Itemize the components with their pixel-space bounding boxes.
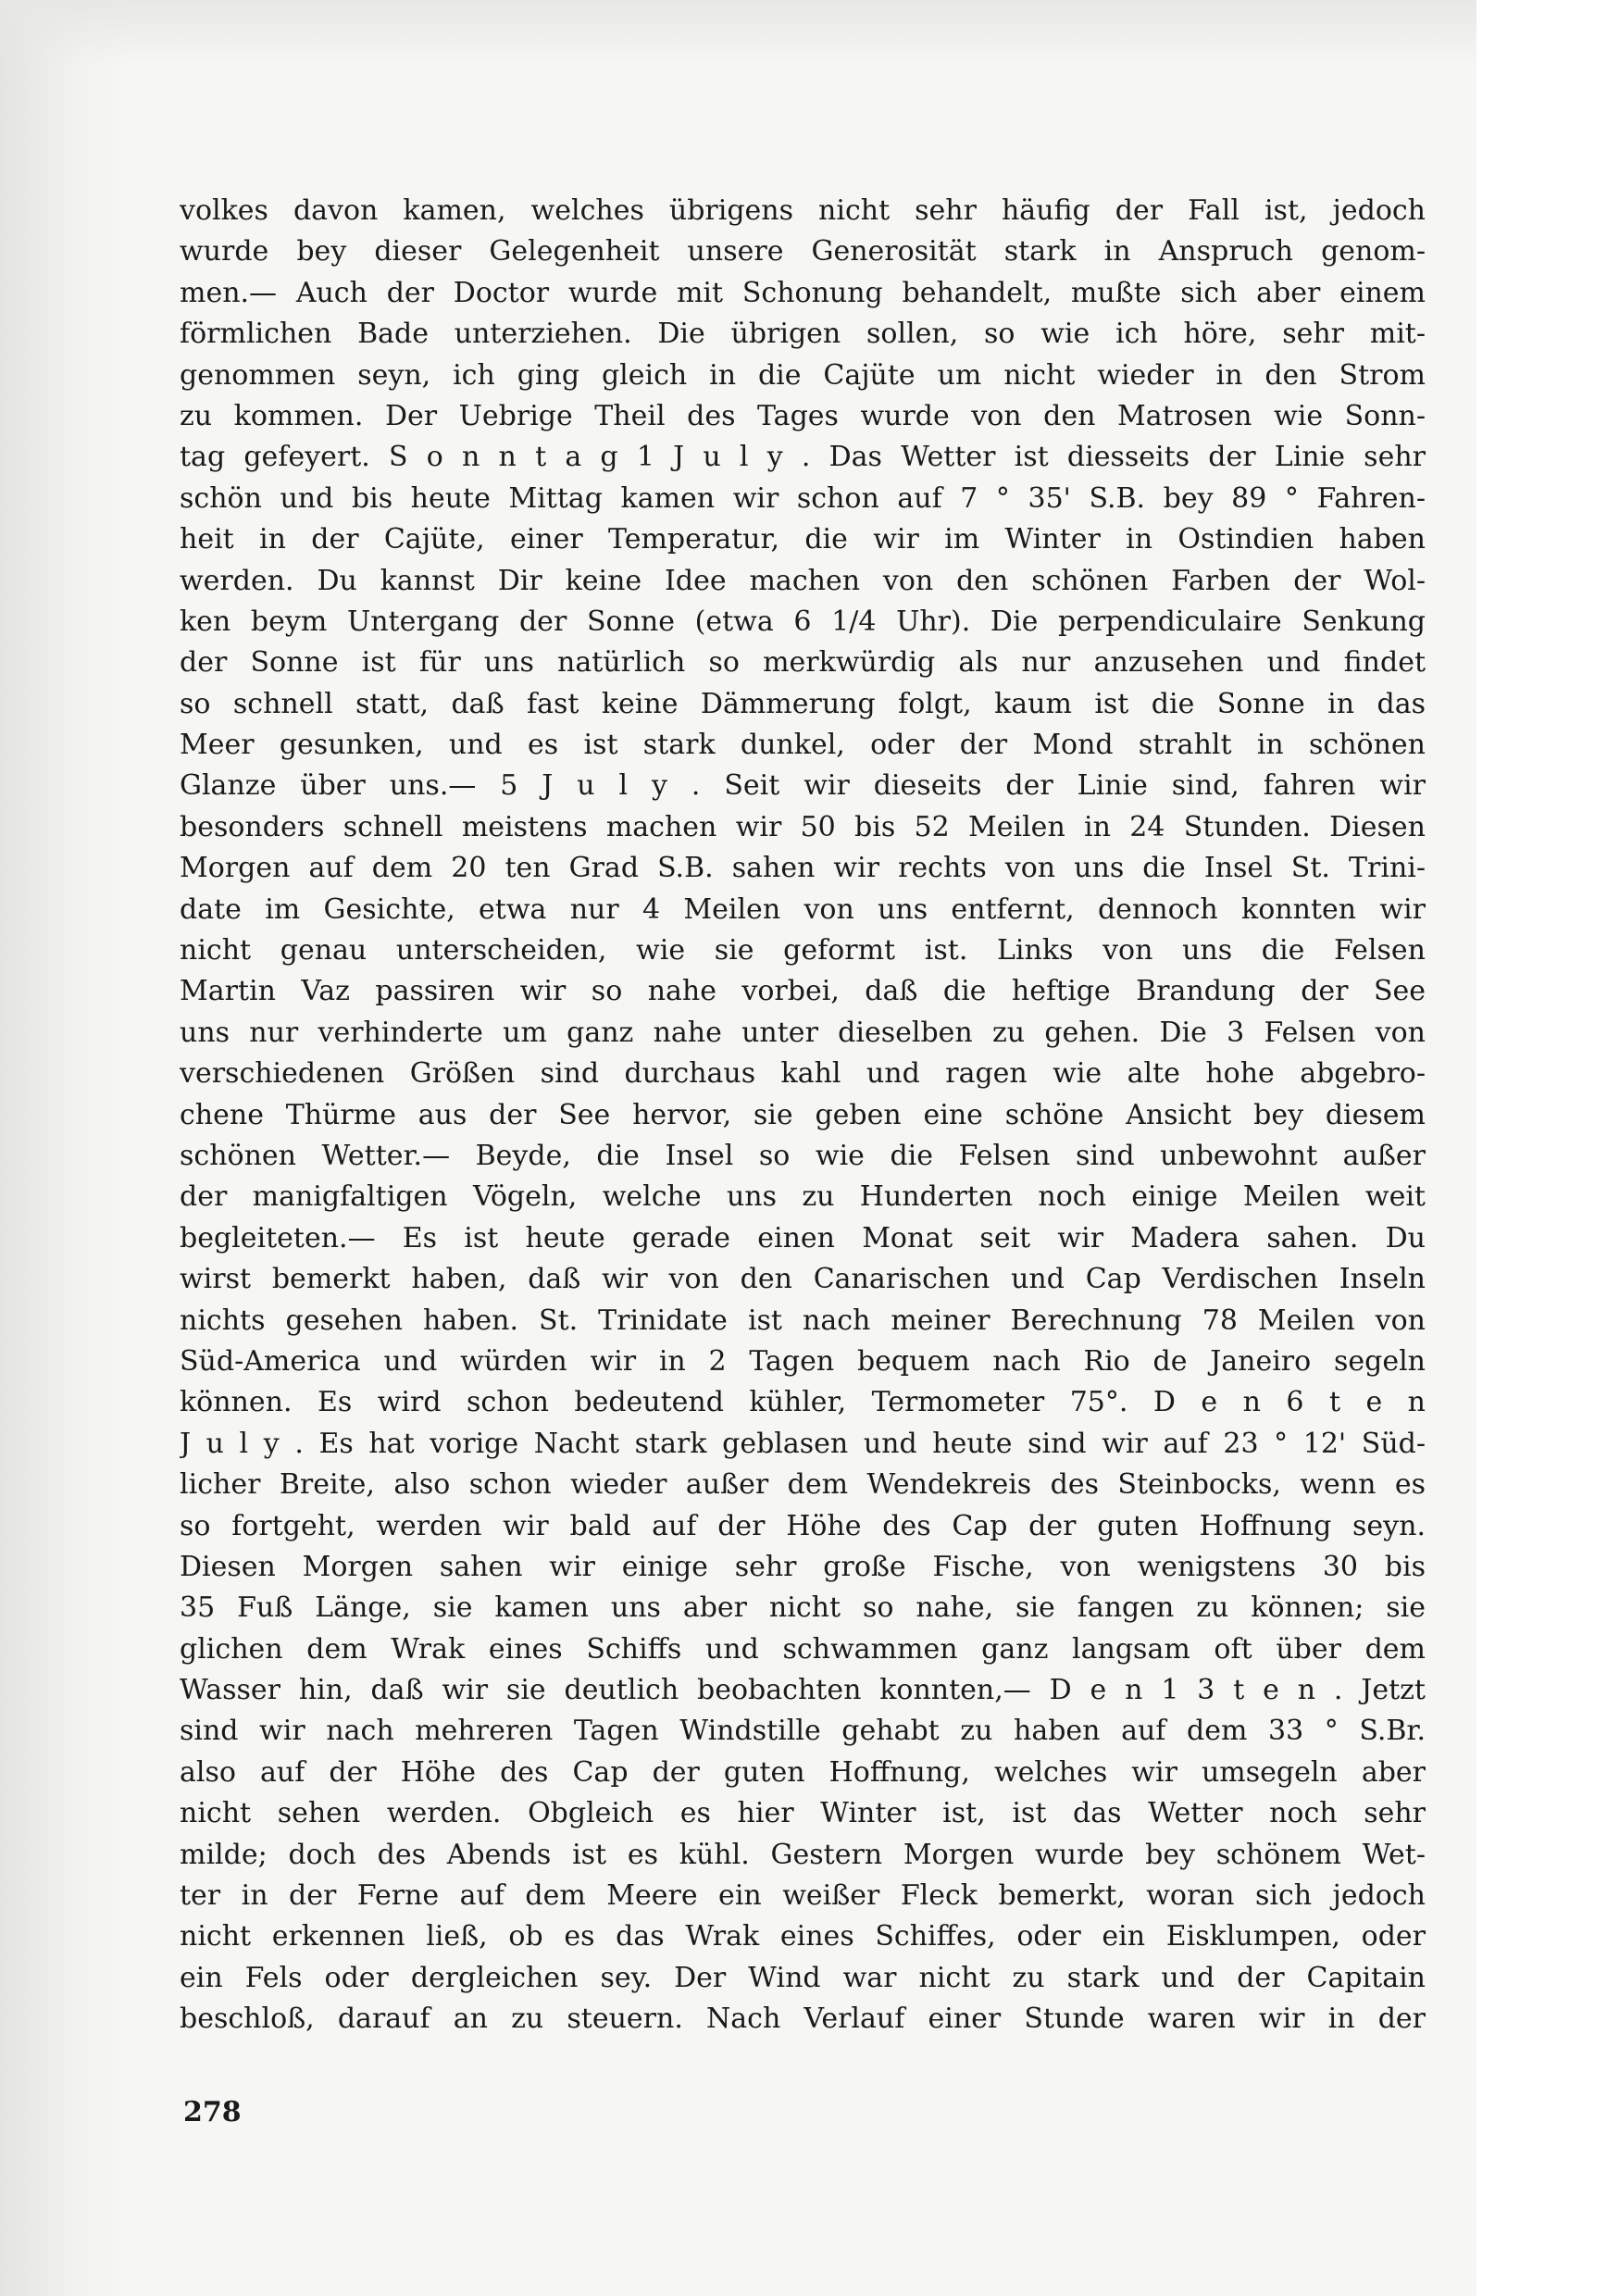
text-line: Wasser hin, daß wir sie deutlich beobachten konnten,— D e n 1 3 t e n . Jetzt bbox=[180, 1674, 1426, 1707]
text-line: glichen dem Wrak eines Schiffs und schwammen ganz langsam oft über dem bbox=[180, 1632, 1426, 1666]
text-line: sind wir nach mehreren Tagen Windstille gehabt zu haben auf dem 33 ° S.Br. bbox=[180, 1715, 1426, 1748]
text-line: nicht erkennen ließ, ob es das Wrak eines Schiffes, oder ein Eisklumpen, oder bbox=[180, 1920, 1426, 1953]
text-line: nichts gesehen haben. St. Trinidate ist nach meiner Berechnung 78 Meilen von bbox=[180, 1304, 1426, 1337]
text-line: Süd-America und würden wir in 2 Tagen bequem nach Rio de Janeiro segeln bbox=[180, 1344, 1426, 1378]
text-line: ter in der Ferne auf dem Meere ein weißer Fleck bemerkt, woran sich jedoch bbox=[180, 1879, 1426, 1913]
text-line: Morgen auf dem 20 ten Grad S.B. sahen wir rechts von uns die Insel St. Trini- bbox=[180, 852, 1426, 885]
text-line: schön und bis heute Mittag kamen wir schon auf 7 ° 35' S.B. bey 89 ° Fahren- bbox=[180, 481, 1426, 515]
text-line: schönen Wetter.— Beyde, die Insel so wie die Felsen sind unbewohnt außer bbox=[180, 1139, 1426, 1172]
text-line: werden. Du kannst Dir keine Idee machen von den schönen Farben der Wol- bbox=[180, 564, 1426, 597]
text-line: men.— Auch der Doctor wurde mit Schonung behandelt, mußte sich aber einem bbox=[180, 276, 1426, 309]
text-line: uns nur verhinderte um ganz nahe unter dieselben zu gehen. Die 3 Felsen von bbox=[180, 1016, 1426, 1049]
page-number: 278 bbox=[183, 2096, 242, 2128]
text-line: wurde bey dieser Gelegenheit unsere Generosität stark in Anspruch genom- bbox=[180, 235, 1426, 268]
text-line: date im Gesichte, etwa nur 4 Meilen von uns entfernt, dennoch konnten wir bbox=[180, 892, 1426, 926]
text-line: ken beym Untergang der Sonne (etwa 6 1/4 Uhr). Die perpendiculaire Senkung bbox=[180, 605, 1426, 638]
body-text bbox=[180, 191, 1426, 2040]
text-line: nicht genau unterscheiden, wie sie geformt ist. Links von uns die Felsen bbox=[180, 934, 1426, 967]
text-line: besonders schnell meistens machen wir 50 bis 52 Meilen in 24 Stunden. Diesen bbox=[180, 810, 1426, 843]
text-line: tag gefeyert. S o n n t a g 1 J u l y . Das Wetter ist diesseits der Linie sehr bbox=[180, 441, 1426, 474]
text-line: also auf der Höhe des Cap der guten Hoffnung, welches wir umsegeln aber bbox=[180, 1755, 1426, 1789]
text-line: 35 Fuß Länge, sie kamen uns aber nicht so nahe, sie fangen zu können; sie bbox=[180, 1591, 1426, 1625]
text-line: nicht sehen werden. Obgleich es hier Winter ist, ist das Wetter noch sehr bbox=[180, 1797, 1426, 1830]
text-line: beschloß, darauf an zu steuern. Nach Verlauf einer Stunde waren wir in der bbox=[180, 2003, 1426, 2036]
text-line: genommen seyn, ich ging gleich in die Cajüte um nicht wieder in den Strom bbox=[180, 358, 1426, 392]
text-line: wirst bemerkt haben, daß wir von den Canarischen und Cap Verdischen Inseln bbox=[180, 1263, 1426, 1296]
text-line: volkes davon kamen, welches übrigens nicht sehr häufig der Fall ist, jedoch bbox=[180, 194, 1426, 227]
text-line: der manigfaltigen Vögeln, welche uns zu Hunderten noch einige Meilen weit bbox=[180, 1180, 1426, 1214]
text-line: der Sonne ist für uns natürlich so merkwürdig als nur anzusehen und findet bbox=[180, 646, 1426, 680]
text-line: verschiedenen Größen sind durchaus kahl und ragen wie alte hohe abgebro- bbox=[180, 1057, 1426, 1091]
text-line: licher Breite, also schon wieder außer dem Wendekreis des Steinbocks, wenn es bbox=[180, 1468, 1426, 1502]
scan-margin-right bbox=[1476, 0, 1607, 2296]
text-line: J u l y . Es hat vorige Nacht stark geblasen und heute sind wir auf 23 ° 12' Süd- bbox=[180, 1427, 1426, 1460]
text-line: begleiteten.— Es ist heute gerade einen Monat seit wir Madera sahen. Du bbox=[180, 1221, 1426, 1254]
text-line: Martin Vaz passiren wir so nahe vorbei, daß die heftige Brandung der See bbox=[180, 975, 1426, 1008]
text-line: so fortgeht, werden wir bald auf der Höhe des Cap der guten Hoffnung seyn. bbox=[180, 1509, 1426, 1542]
text-line: milde; doch des Abends ist es kühl. Gestern Morgen wurde bey schönem Wet- bbox=[180, 1838, 1426, 1871]
text-line: zu kommen. Der Uebrige Theil des Tages wurde von den Matrosen wie Sonn- bbox=[180, 399, 1426, 432]
text-line: Meer gesunken, und es ist stark dunkel, oder der Mond strahlt in schönen bbox=[180, 729, 1426, 762]
text-line: Glanze über uns.— 5 J u l y . Seit wir dieseits der Linie sind, fahren wir bbox=[180, 769, 1426, 803]
text-line: chene Thürme aus der See hervor, sie geben eine schöne Ansicht bey diesem bbox=[180, 1098, 1426, 1131]
scan-shadow-left bbox=[0, 0, 130, 2296]
text-line: können. Es wird schon bedeutend kühler, Termometer 75°. D e n 6 t e n bbox=[180, 1386, 1426, 1419]
text-line: Diesen Morgen sahen wir einige sehr große Fische, von wenigstens 30 bis bbox=[180, 1550, 1426, 1583]
scan-shadow-top bbox=[0, 0, 1607, 65]
text-line: ein Fels oder dergleichen sey. Der Wind war nicht zu stark und der Capitain bbox=[180, 1961, 1426, 1994]
text-line: so schnell statt, daß fast keine Dämmerung folgt, kaum ist die Sonne in das bbox=[180, 687, 1426, 720]
text-line: heit in der Cajüte, einer Temperatur, die wir im Winter in Ostindien haben bbox=[180, 523, 1426, 556]
text-line: förmlichen Bade unterziehen. Die übrigen sollen, so wie ich höre, sehr mit- bbox=[180, 318, 1426, 351]
